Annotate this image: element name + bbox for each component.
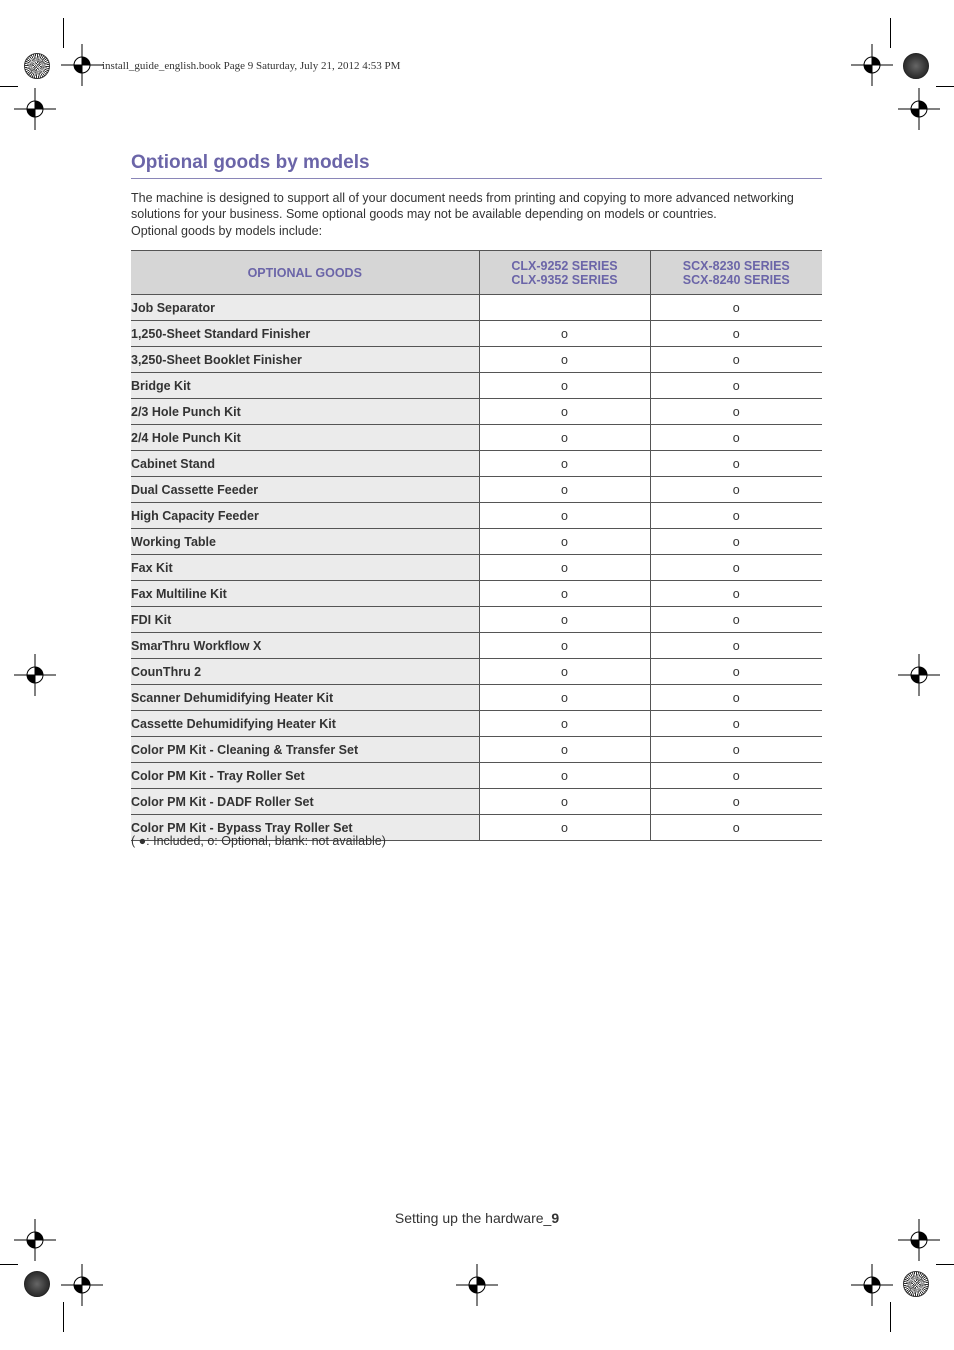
intro-paragraph: The machine is designed to support all of your document needs from printing and copying to more advanced networking solutions for your business. Some optional goods may not be available depending on models or countries. <box>131 191 794 221</box>
clx-availability-cell: o <box>479 815 650 841</box>
scx-availability-cell: o <box>650 581 822 607</box>
crop-line <box>936 1264 954 1265</box>
page-title: Optional goods by models <box>131 152 822 179</box>
optional-goods-table <box>131 250 822 841</box>
table-row <box>131 399 822 425</box>
table-row <box>131 295 822 321</box>
table-row <box>131 737 822 763</box>
clx-availability-cell: o <box>479 685 650 711</box>
table-row <box>131 659 822 685</box>
scx-availability-cell: o <box>650 451 822 477</box>
crop-line <box>890 1302 891 1332</box>
color-target-icon <box>903 1271 929 1297</box>
header-scx-8240: SCX-8240 SERIES <box>682 272 790 287</box>
scx-availability-cell: o <box>650 503 822 529</box>
scx-availability-cell: o <box>650 607 822 633</box>
table-row <box>131 685 822 711</box>
registration-mark-icon <box>61 44 103 86</box>
clx-availability-cell: o <box>479 659 650 685</box>
table-row <box>131 529 822 555</box>
clx-availability-cell: o <box>479 373 650 399</box>
registration-mark-icon <box>456 1264 498 1306</box>
goods-name-cell: Color PM Kit - DADF Roller Set <box>131 789 479 815</box>
header-clx-9352: CLX-9352 SERIES <box>511 272 618 287</box>
header-clx-9252: CLX-9252 SERIES <box>511 258 618 273</box>
table-row <box>131 555 822 581</box>
registration-mark-icon <box>851 1264 893 1306</box>
goods-name-cell: Job Separator <box>131 295 479 321</box>
scx-availability-cell: o <box>650 737 822 763</box>
crop-line <box>0 86 18 87</box>
goods-name-cell: CounThru 2 <box>131 659 479 685</box>
table-row <box>131 607 822 633</box>
goods-name-cell: 3,250-Sheet Booklet Finisher <box>131 347 479 373</box>
table-row <box>131 373 822 399</box>
clx-availability-cell: o <box>479 711 650 737</box>
goods-name-cell: Bridge Kit <box>131 373 479 399</box>
scx-availability-cell: o <box>650 347 822 373</box>
scx-availability-cell: o <box>650 815 822 841</box>
clx-availability-cell: o <box>479 399 650 425</box>
goods-name-cell: SmarThru Workflow X <box>131 633 479 659</box>
goods-name-cell: Fax Kit <box>131 555 479 581</box>
intro-lead-in: Optional goods by models include: <box>131 224 323 238</box>
table-body <box>131 295 822 841</box>
scx-availability-cell: o <box>650 373 822 399</box>
table-row <box>131 633 822 659</box>
crop-line <box>63 18 64 48</box>
header-clx-series <box>479 251 650 295</box>
scx-availability-cell: o <box>650 321 822 347</box>
scx-availability-cell: o <box>650 425 822 451</box>
table-row <box>131 581 822 607</box>
color-target-icon <box>903 53 929 79</box>
registration-mark-icon <box>851 44 893 86</box>
clx-availability-cell: o <box>479 451 650 477</box>
goods-name-cell: FDI Kit <box>131 607 479 633</box>
header-scx-series <box>650 251 822 295</box>
clx-availability-cell: o <box>479 763 650 789</box>
clx-availability-cell: o <box>479 737 650 763</box>
goods-name-cell: Scanner Dehumidifying Heater Kit <box>131 685 479 711</box>
intro-text <box>131 191 822 240</box>
registration-mark-icon <box>14 88 56 130</box>
scx-availability-cell: o <box>650 529 822 555</box>
crop-line <box>63 1302 64 1332</box>
goods-name-cell: High Capacity Feeder <box>131 503 479 529</box>
color-target-icon <box>24 1271 50 1297</box>
table-header-row <box>131 251 822 295</box>
book-header: install_guide_english.book Page 9 Saturday, July 21, 2012 4:53 PM <box>102 60 401 72</box>
scx-availability-cell: o <box>650 399 822 425</box>
clx-availability-cell: o <box>479 555 650 581</box>
footer-section-text: Setting up the hardware_ <box>394 1210 552 1226</box>
scx-availability-cell: o <box>650 477 822 503</box>
clx-availability-cell: o <box>479 477 650 503</box>
goods-name-cell: Color PM Kit - Bypass Tray Roller Set <box>131 815 479 841</box>
scx-availability-cell: o <box>650 295 822 321</box>
table-row <box>131 425 822 451</box>
scx-availability-cell: o <box>650 711 822 737</box>
registration-mark-icon <box>61 1264 103 1306</box>
clx-availability-cell: o <box>479 789 650 815</box>
clx-availability-cell <box>479 295 650 321</box>
clx-availability-cell: o <box>479 581 650 607</box>
goods-name-cell: Working Table <box>131 529 479 555</box>
goods-name-cell: Fax Multiline Kit <box>131 581 479 607</box>
color-target-icon <box>24 53 50 79</box>
goods-name-cell: 2/4 Hole Punch Kit <box>131 425 479 451</box>
clx-availability-cell: o <box>479 321 650 347</box>
goods-name-cell: Color PM Kit - Cleaning & Transfer Set <box>131 737 479 763</box>
goods-name-cell: 2/3 Hole Punch Kit <box>131 399 479 425</box>
clx-availability-cell: o <box>479 425 650 451</box>
goods-name-cell: Cabinet Stand <box>131 451 479 477</box>
registration-mark-icon <box>898 654 940 696</box>
crop-line <box>890 18 891 48</box>
scx-availability-cell: o <box>650 789 822 815</box>
goods-name-cell: Cassette Dehumidifying Heater Kit <box>131 711 479 737</box>
legend-note: ( ●: Included, o: Optional, blank: not available) <box>131 834 386 848</box>
scx-availability-cell: o <box>650 633 822 659</box>
table-row <box>131 451 822 477</box>
clx-availability-cell: o <box>479 347 650 373</box>
clx-availability-cell: o <box>479 503 650 529</box>
table-row <box>131 763 822 789</box>
header-scx-8230: SCX-8230 SERIES <box>682 258 790 273</box>
crop-line <box>936 86 954 87</box>
page-footer <box>0 1210 954 1226</box>
registration-mark-icon <box>14 654 56 696</box>
clx-availability-cell: o <box>479 633 650 659</box>
table-row <box>131 789 822 815</box>
table-row <box>131 711 822 737</box>
table-row <box>131 321 822 347</box>
registration-mark-icon <box>898 88 940 130</box>
scx-availability-cell: o <box>650 659 822 685</box>
goods-name-cell: 1,250-Sheet Standard Finisher <box>131 321 479 347</box>
table-row <box>131 347 822 373</box>
scx-availability-cell: o <box>650 555 822 581</box>
clx-availability-cell: o <box>479 607 650 633</box>
goods-name-cell: Dual Cassette Feeder <box>131 477 479 503</box>
table-row <box>131 503 822 529</box>
scx-availability-cell: o <box>650 763 822 789</box>
crop-line <box>0 1264 18 1265</box>
header-optional-goods: OPTIONAL GOODS <box>131 251 479 295</box>
goods-name-cell: Color PM Kit - Tray Roller Set <box>131 763 479 789</box>
table-row <box>131 477 822 503</box>
clx-availability-cell: o <box>479 529 650 555</box>
scx-availability-cell: o <box>650 685 822 711</box>
page-number: 9 <box>551 1210 560 1226</box>
